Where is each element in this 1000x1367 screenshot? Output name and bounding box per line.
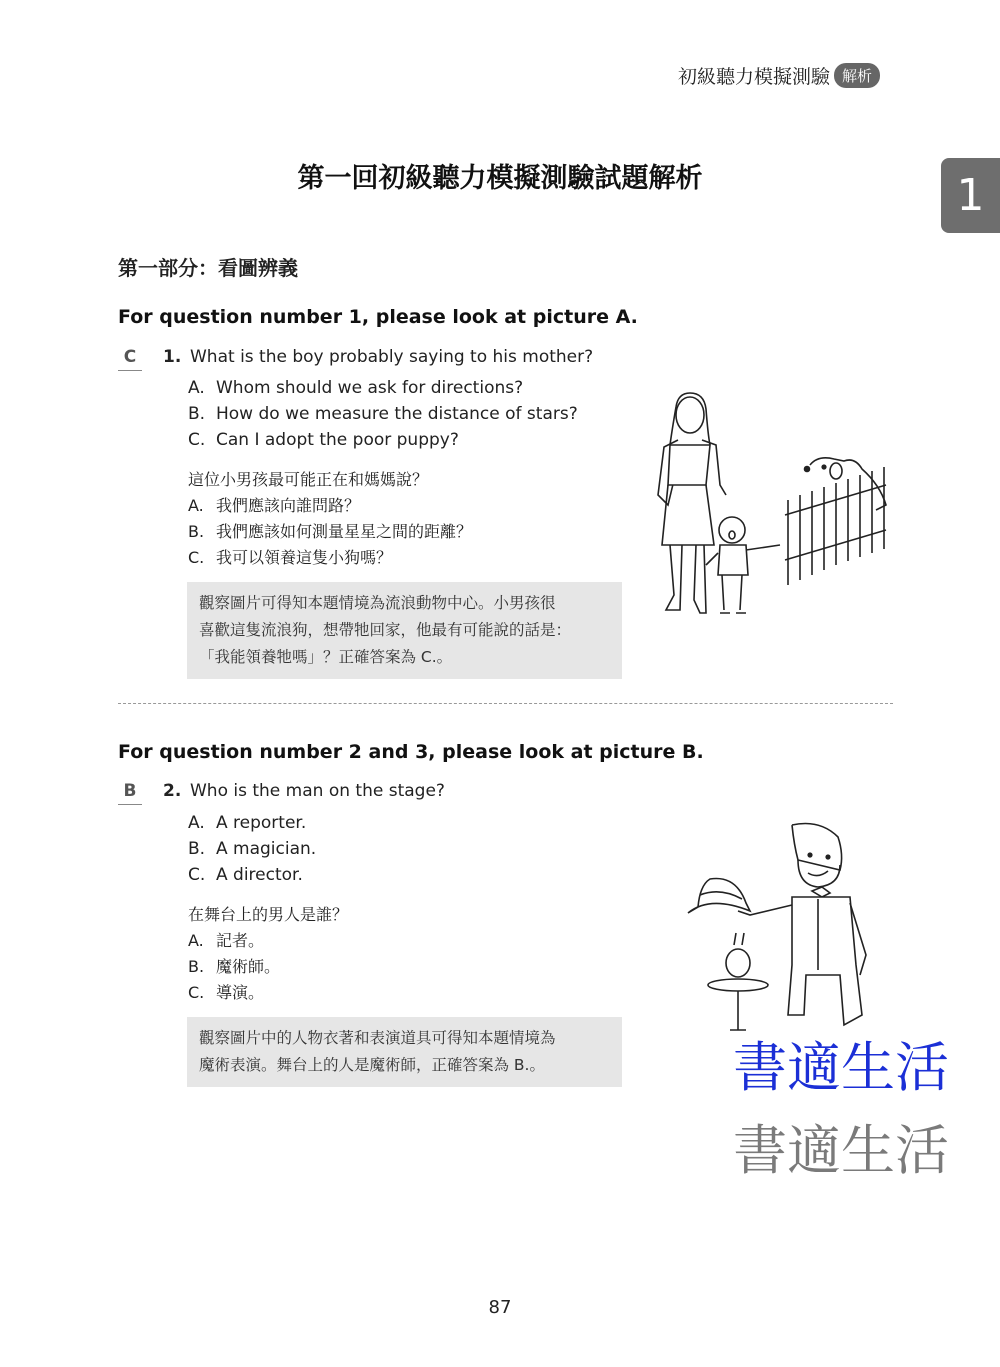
answer-key-q2: B (118, 781, 142, 805)
magician-figure (738, 824, 866, 1026)
question-text-2: Who is the man on the stage? (190, 781, 445, 801)
q1-option-b: B. How do we measure the distance of stars? (188, 404, 578, 424)
q2-zh-option-b: B. 魔術師。 (188, 957, 281, 976)
answer-key-q1: C (118, 347, 142, 371)
page-title: 第一回初級聽力模擬測驗試題解析 (297, 163, 703, 194)
page-number: 87 (488, 1297, 512, 1318)
picture-b-illustration (680, 815, 870, 1045)
q2-option-c: C. A director. (188, 865, 303, 885)
q1-zh-option-a: A. 我們應該向誰問路？ (188, 496, 361, 515)
q1-option-a: A. Whom should we ask for directions? (188, 378, 524, 398)
boy-figure (706, 517, 780, 613)
mother-figure (658, 393, 726, 613)
q1-option-c: C. Can I adopt the poor puppy? (188, 430, 459, 450)
rabbit-on-table (708, 933, 768, 1030)
section-1-instruction: For question number 1, please look at picture A. (118, 306, 638, 328)
q2-zh-option-c: C. 導演。 (188, 983, 265, 1002)
question-number-2: 2. (163, 781, 182, 801)
q2-zh-question: 在舞台上的男人是誰？ (188, 905, 349, 924)
part-heading: 第一部分：看圖辨義 (118, 256, 298, 280)
top-hat (688, 879, 750, 914)
q2-option-a: A. A reporter. (188, 813, 307, 833)
running-header-title: 初級聽力模擬測驗 (678, 66, 831, 88)
section-2-instruction: For question number 2 and 3, please look at picture B. (118, 741, 704, 763)
running-header (678, 62, 880, 89)
question-text-1: What is the boy probably saying to his mother? (190, 347, 594, 367)
q1-explanation: 觀察圖片可得知本題情境為流浪動物中心。小男孩很 喜歡這隻流浪狗，想帶牠回家，他最有可能說的話是： 「我能領養牠嗎」？正確答案為 C.。 (187, 582, 622, 679)
q1-zh-option-b: B. 我們應該如何測量星星之間的距離？ (188, 522, 473, 541)
picture-a-illustration (640, 385, 890, 625)
question-number-1: 1. (163, 347, 182, 367)
chapter-tab: 1 (941, 158, 1000, 233)
watermark-blue: 書適生活 (733, 1036, 949, 1099)
section-divider (118, 703, 893, 704)
q1-zh-option-c: C. 我可以領養這隻小狗嗎？ (188, 548, 393, 567)
q2-option-b: B. A magician. (188, 839, 317, 859)
q1-zh-question: 這位小男孩最可能正在和媽媽說？ (188, 470, 429, 489)
running-header-badge: 解析 (834, 63, 880, 88)
q2-explanation: 觀察圖片中的人物衣著和表演道具可得知本題情境為 魔術表演。舞台上的人是魔術師，正確答案為 B.。 (187, 1017, 622, 1087)
fence (785, 467, 886, 585)
q2-zh-option-a: A. 記者。 (188, 931, 265, 950)
watermark-gray: 書適生活 (733, 1119, 949, 1182)
dog-figure (805, 458, 887, 510)
